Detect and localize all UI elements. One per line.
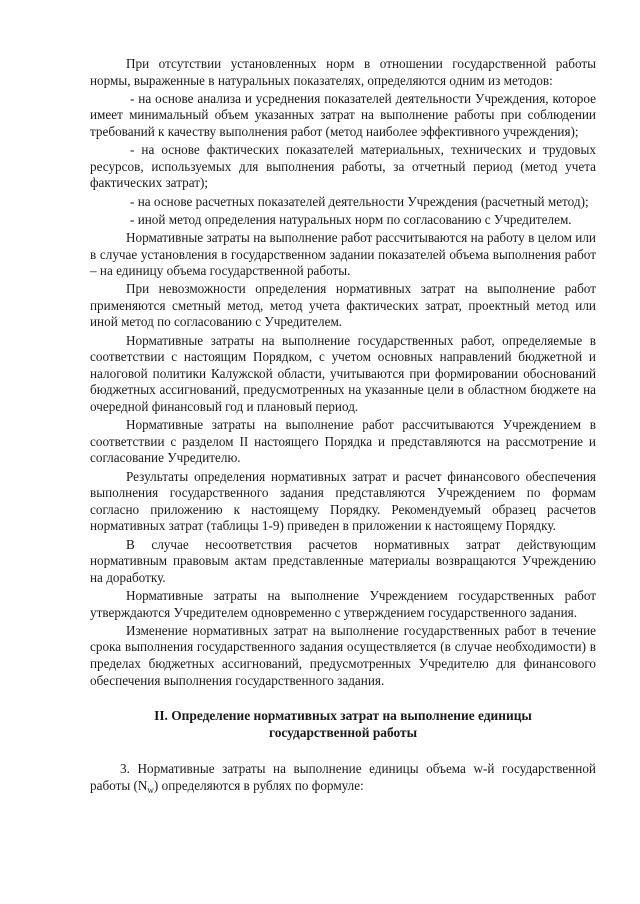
formula-text-after: ) определяются в рублях по формуле: (153, 777, 364, 793)
section-heading: II. Определение нормативных затрат на выполнение единицы государственной работы (154, 708, 532, 741)
paragraph-return-for-revision: В случае несоответствия расчетов нормативных затрат действующим нормативным правовым актам представленные материалы возвращаются Учреждению на доработку. (90, 536, 596, 585)
paragraph-approval: Нормативные затраты на выполнение Учреждением государственных работ утверждаются Учредителем одновременно с утверждением государственного задания. (90, 587, 596, 620)
formula-text-before: 3. Нормативные затраты на выполнение единицы объема w-й государственной работы (N (90, 761, 596, 793)
paragraph-method-actual-costs: - на основе фактических показателей материальных, технических и трудовых ресурсов, используемых для выполнения работы, за отчетный период (метод учета фактических затрат); (90, 142, 596, 191)
formula-subscript: w (147, 784, 154, 795)
paragraph-changes: Изменение нормативных затрат на выполнение государственных работ в течение срока выполнения государственного задания осуществляется (в случае необходимости) в пределах бюджетных ассигнований, предусмотренных Учредителю для финансового обеспечения выполнения государственного задания. (90, 622, 596, 688)
paragraph-formula-intro (90, 761, 596, 798)
paragraph-method-other: - иной метод определения натуральных норм по согласованию с Учредителем. (130, 211, 572, 227)
paragraph-costs-calculation: Нормативные затраты на выполнение работ рассчитываются на работу в целом или в случае установления в государственном задании показателей объема выполнения работ – на единицу объема государственной работы. (90, 229, 596, 279)
paragraph-results-forms: Результаты определения нормативных затрат и расчет финансового обеспечения выполнения государственного задания представляются Учреждением по формам согласно приложению к настоящему Порядку. Рекомендуемый образец расчетов нормативных затрат (таблицы 1-9) приведен в приложении к настоящему Порядку. (90, 468, 596, 534)
document-page (90, 56, 596, 798)
paragraph-budget-policy: Нормативные затраты на выполнение государственных работ, определяемые в соответствии с настоящим Порядком, с учетом основных направлений бюджетной и налоговой политики Калужской области, учитываются при формировании обоснований бюджетных ассигнований, предусмотренных на указанные цели в областном бюджете на очередной финансовый год и плановый период. (90, 332, 596, 415)
paragraph-section-ii-reference: Нормативные затраты на выполнение работ рассчитываются Учреждением в соответствии с разделом II настоящего Порядка и представляются на рассмотрение и согласование Учредителю. (90, 417, 596, 466)
paragraph-alternative-methods: При невозможности определения нормативных затрат на выполнение работ применяются сметный метод, метод учета фактических затрат, проектный метод или иной метод по согласованию с Учредителем. (90, 281, 596, 330)
paragraph-method-efficient: - на основе анализа и усреднения показателей деятельности Учреждения, которое имеет минимальный объем указанных затрат на выполнение работы при соблюдении требований к качеству выполнения работ (метод наиболее эффективного учреждения); (90, 90, 596, 139)
paragraph-methods-intro: При отсутствии установленных норм в отношении государственной работы нормы, выраженные в натуральных показателях, определяются одним из методов: (90, 56, 596, 88)
paragraph-method-calculated: - на основе расчетных показателей деятельности Учреждения (расчетный метод); (130, 193, 589, 209)
